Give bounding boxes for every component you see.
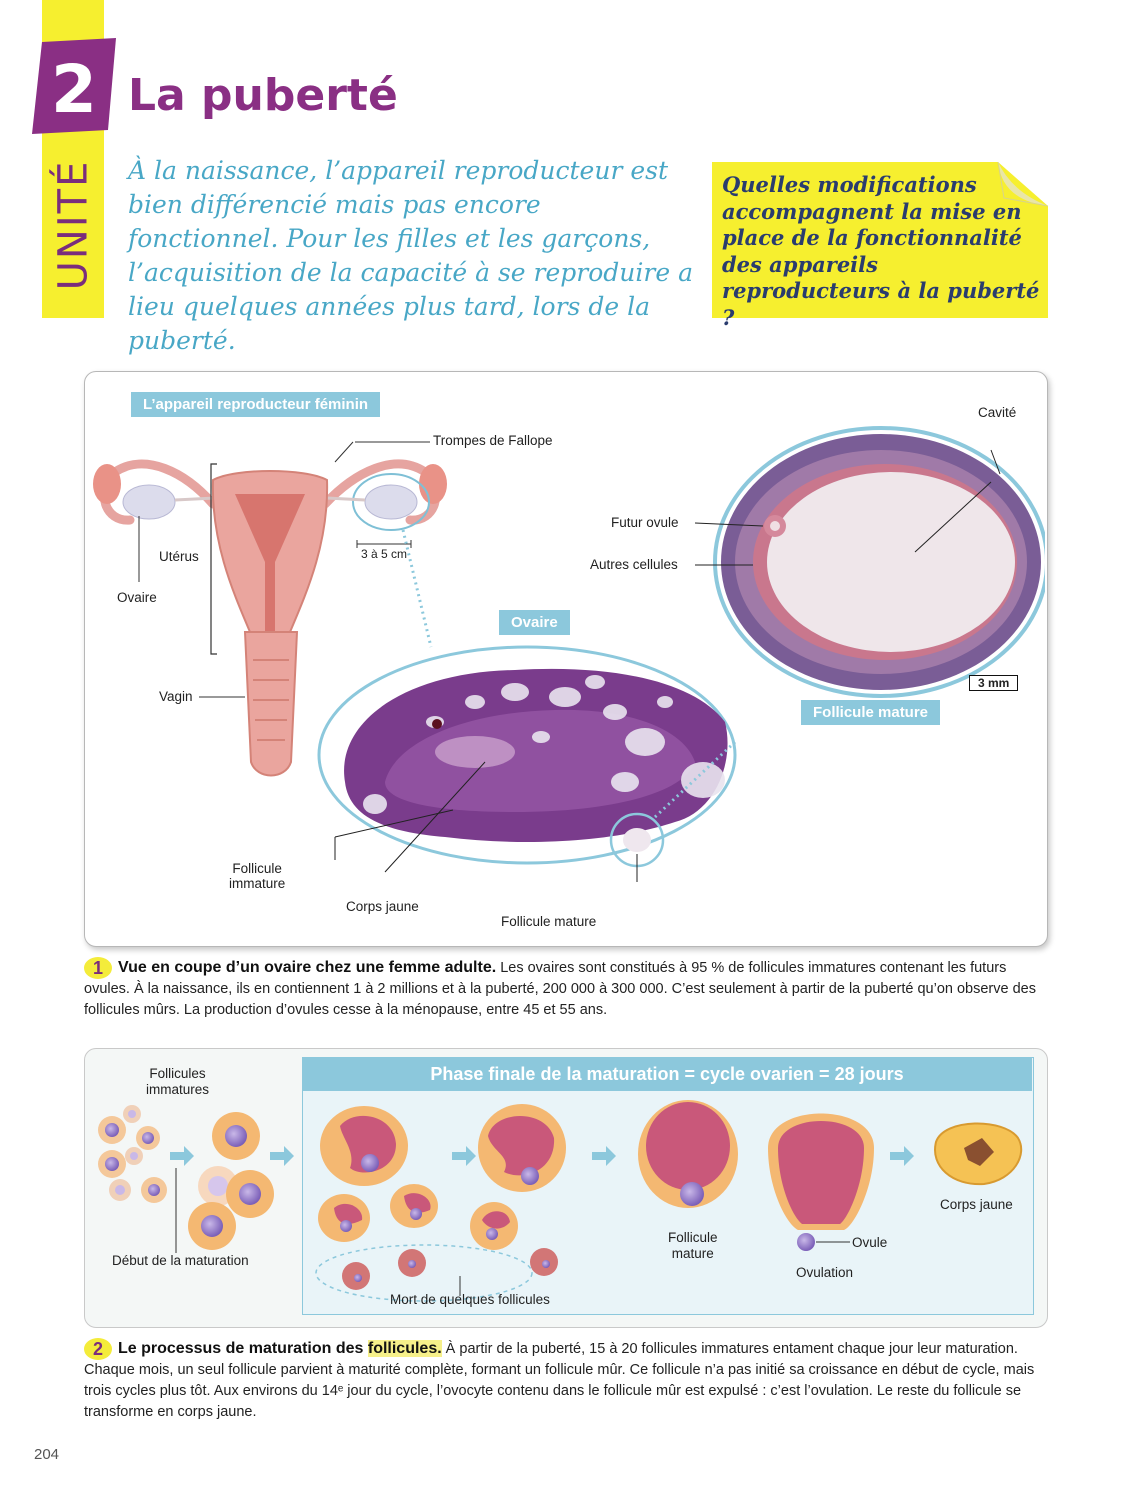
maturation-process-illustration: [84, 1048, 1046, 1326]
label-follicule-mature-2: Follicule mature: [668, 1230, 718, 1261]
unit-number-badge: [32, 38, 116, 134]
label-size: 3 à 5 cm: [361, 547, 408, 561]
scale-bar: 3 mm: [969, 675, 1018, 691]
label-cavite: Cavité: [978, 405, 1017, 420]
unit-word: UNITÉ: [50, 159, 97, 291]
label-follicule-mature: Follicule mature: [501, 914, 597, 929]
caption-doc1: 1 Vue en coupe d’un ovaire chez une femme adulte. Les ovaires sont constitués à 95 % de follicules immatures contenant les futurs ovules. À la naissance, ils en contiennent 1 à 2 millions et à la puberté, 200 000 à 300 000. C’est seulement à partir de la puberté qu’on observe des follicules mûrs. La production d’ovules cesse à la ménopause, entre 45 et 55 ans.: [84, 958, 1036, 1019]
label-debut: Début de la maturation: [112, 1253, 249, 1268]
label-futur-ovule: Futur ovule: [611, 515, 679, 530]
caption-number-1: 1: [84, 957, 112, 979]
ovary-section-micrograph: [315, 642, 755, 882]
tag-follicule-mature: Follicule mature: [801, 700, 940, 725]
label-follicule-immature: Follicule immature: [229, 861, 286, 891]
label-ovaire: Ovaire: [117, 590, 157, 605]
label-corps-jaune-2: Corps jaune: [940, 1197, 1013, 1212]
label-ovule: Ovule: [852, 1235, 888, 1250]
figure-panel-ovary: [84, 371, 1048, 947]
page-title: La puberté: [128, 70, 398, 121]
label-autres-cellules: Autres cellules: [590, 557, 678, 572]
label-uterus: Utérus: [159, 549, 199, 564]
label-immatures: Follicules immatures: [146, 1066, 210, 1097]
tag-appareil: L’appareil reproducteur féminin: [131, 392, 380, 417]
label-mort: Mort de quelques follicules: [390, 1292, 550, 1307]
question-text: Quelles modifications accompagnent la mise en place de la fonctionnalité des appareils reproducteurs à la puberté ?: [722, 172, 1040, 330]
page-number: 204: [34, 1446, 60, 1463]
label-corps-jaune: Corps jaune: [346, 899, 419, 914]
label-trompes: Trompes de Fallope: [433, 433, 553, 448]
intro-text: À la naissance, l’appareil reproducteur est bien différencié mais pas encore fonctionnel. Pour les filles et les garçons, l’acquisition de la capacité à se reproduire a lieu quelques années plus tard, lors de la puberté.: [128, 156, 693, 355]
label-ovulation: Ovulation: [796, 1265, 854, 1280]
tag-ovaire: Ovaire: [499, 610, 570, 635]
caption-doc2: 2 Le processus de maturation des follicules. À partir de la puberté, 15 à 20 follicules immatures entament chaque jour leur maturation. Chaque mois, un seul follicule parvient à maturité complète, formant un follicule mûr. Ce follicule n’a pas initié sa croissance en début de cycle, mais trois cycles plus tôt. Aux environs du 14ᵉ jour du cycle, l’ovocyte contenu dans le follicule mûr est expulsé : c’est l’ovulation. Le reste du follicule se transforme en corps jaune.: [84, 1339, 1035, 1421]
unit-number: 2: [51, 51, 97, 128]
label-vagin: Vagin: [159, 689, 193, 704]
phase-title: Phase finale de la maturation = cycle ovarien = 28 jours: [302, 1057, 1032, 1091]
caption-number-2: 2: [84, 1338, 112, 1360]
